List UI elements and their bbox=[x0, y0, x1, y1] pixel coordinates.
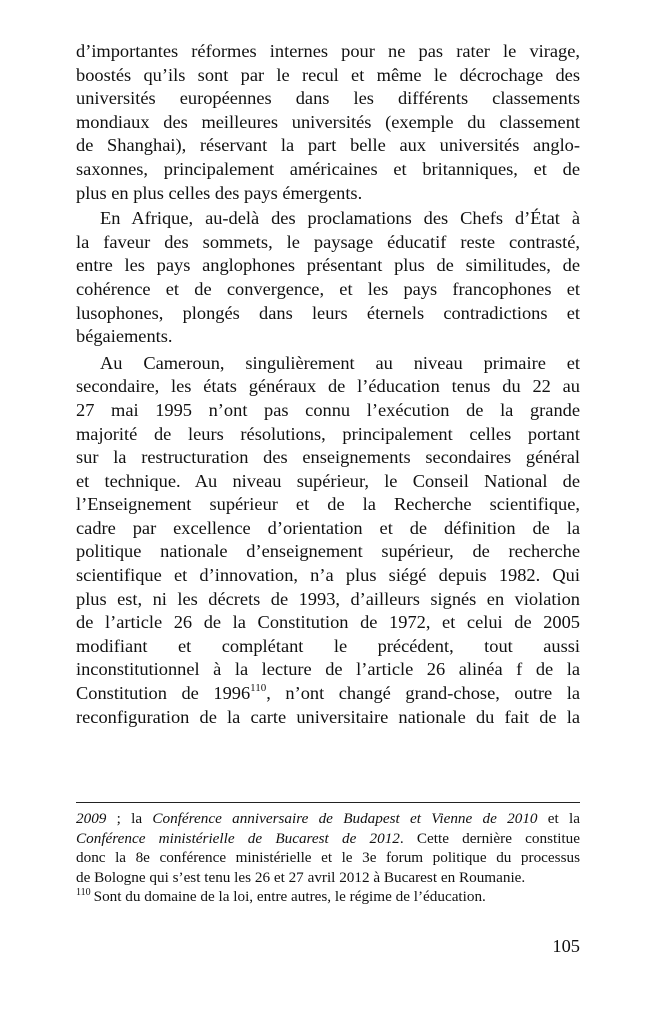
footnotes bbox=[76, 809, 580, 907]
text-line: modifiant et complétant le précédent, tout aussi bbox=[76, 635, 580, 656]
text-line: la faveur des sommets, le paysage éducatif reste contrasté, bbox=[76, 231, 580, 252]
text-line: de l’article 26 de la Constitution de 1972, et celui de 2005 bbox=[76, 612, 580, 633]
text-line: reconfiguration de la carte universitaire nationale du fait de la bbox=[76, 706, 580, 727]
text-line: de Shanghai), réservant la part belle aux universités anglo- bbox=[76, 135, 580, 156]
text-line: 27 mai 1995 n’ont pas connu l’exécution de la grande bbox=[76, 399, 580, 420]
text-line: plus est, ni les décrets de 1993, d’ailleurs signés en violation bbox=[76, 588, 580, 609]
footnote-separator bbox=[76, 802, 580, 803]
text-line: l’Enseignement supérieur et de la Recherche scientifique, bbox=[76, 494, 580, 515]
text-fragment: Constitution de 1996 bbox=[76, 683, 251, 704]
text-fragment-italic: Conférence ministérielle de Bucarest de 2012 bbox=[76, 829, 400, 847]
text-line: et technique. Au niveau supérieur, le Conseil National de bbox=[76, 470, 580, 491]
paragraph-3 bbox=[76, 352, 580, 730]
text-line: sur la restructuration des enseignements secondaires général bbox=[76, 447, 580, 468]
text-line: cohérence et de convergence, et les pays francophones et bbox=[76, 278, 580, 299]
text-line: saxonnes, principalement américaines et britanniques, et de bbox=[76, 158, 580, 179]
text-fragment-italic: Conférence anniversaire de Budapest et Vienne de 2010 bbox=[152, 810, 538, 827]
text-line: secondaire, les états généraux de l’éducation tenus du 22 au bbox=[76, 376, 580, 397]
text-line: universités européennes dans les différents classements bbox=[76, 88, 580, 109]
footnote-continued-line bbox=[76, 829, 580, 849]
footnote-reference-110[interactable]: 110 bbox=[250, 682, 267, 695]
text-line: d’importantes réformes internes pour ne pas rater le virage, bbox=[76, 41, 580, 61]
text-line: politique nationale d’enseignement supérieur, de recherche bbox=[76, 541, 580, 562]
text-line: boostés qu’ils sont par le recul et même le décrochage des bbox=[76, 64, 580, 85]
text-line: Au Cameroun, singulièrement au niveau primaire et bbox=[100, 352, 580, 373]
text-line-with-footnote-ref bbox=[76, 682, 580, 706]
text-fragment: . Cette dernière constitue bbox=[399, 829, 580, 847]
text-fragment: et la bbox=[537, 810, 581, 827]
text-line: entre les pays anglophones présentant plus de similitudes, de bbox=[76, 255, 580, 276]
paragraph-1 bbox=[76, 40, 580, 205]
text-fragment: , n’ont changé grand-chose, outre la bbox=[266, 683, 580, 704]
page-number: 105 bbox=[552, 936, 580, 956]
text-line: mondiaux des meilleures universités (exemple du classement bbox=[76, 111, 580, 132]
text-line: cadre par excellence d’orientation et de définition de la bbox=[76, 517, 580, 538]
footnote-110 bbox=[76, 887, 580, 907]
paragraph-2 bbox=[76, 207, 580, 349]
footnote-continued-line: de Bologne qui s’est tenu les 26 et 27 avril 2012 à Bucarest en Roumanie. bbox=[76, 868, 526, 886]
text-fragment-italic: 2009 bbox=[76, 810, 107, 827]
page-body bbox=[76, 40, 580, 729]
footnote-continued-line: donc la 8e conférence ministérielle et le 3e forum politique du processus bbox=[76, 849, 580, 867]
text-line: plus en plus celles des pays émergents. bbox=[76, 182, 363, 203]
text-line: bégaiements. bbox=[76, 326, 173, 347]
text-line: En Afrique, au-delà des proclamations des Chefs d’État à bbox=[100, 208, 580, 229]
footnote-text: Sont du domaine de la loi, entre autres, le régime de l’éducation. bbox=[93, 888, 486, 906]
text-fragment: ; la bbox=[106, 810, 153, 827]
text-line: majorité de leurs résolutions, principalement celles portant bbox=[76, 423, 580, 444]
footnote-mark: 110 bbox=[76, 887, 91, 899]
text-line: inconstitutionnel à la lecture de l’article 26 alinéa f de la bbox=[76, 659, 580, 680]
text-line: lusophones, plongés dans leurs éternels contradictions et bbox=[76, 302, 580, 323]
text-line: scientifique et d’innovation, n’a plus siégé depuis 1982. Qui bbox=[76, 565, 580, 586]
footnote-continued-line bbox=[76, 809, 580, 829]
